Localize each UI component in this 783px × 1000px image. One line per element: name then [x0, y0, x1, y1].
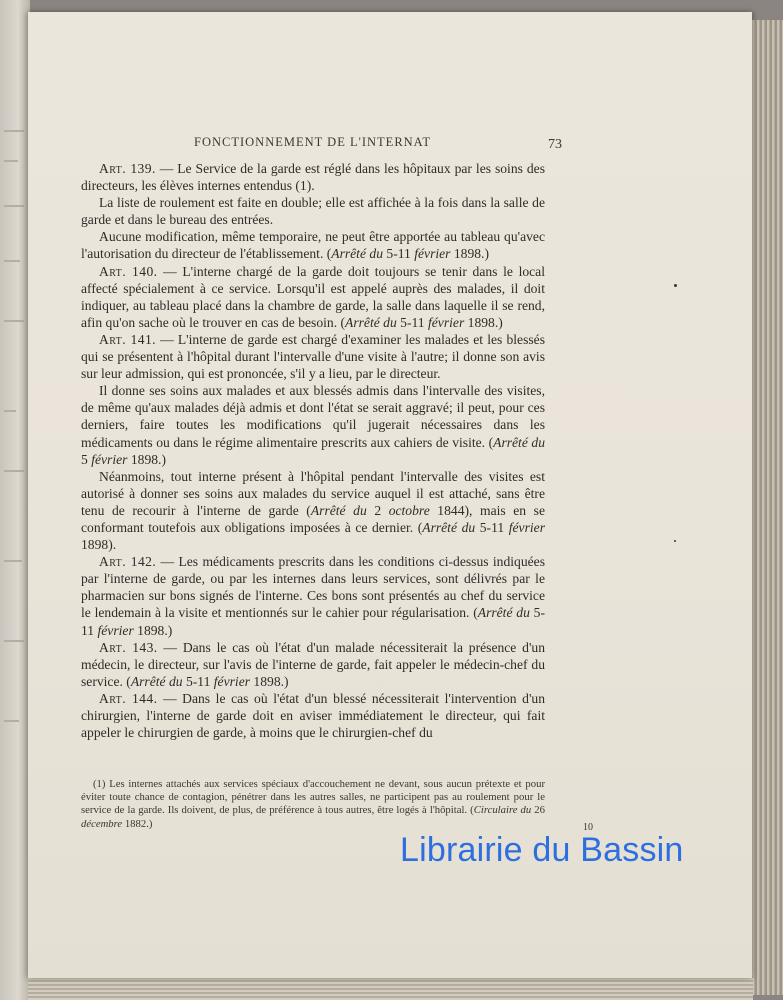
italic-run: Arrêté du: [477, 605, 530, 621]
text-run: 1898.): [450, 246, 489, 262]
italic-run: février: [97, 622, 134, 638]
paragraph: [81, 382, 545, 467]
running-head: [80, 135, 562, 153]
facing-page-edge: [0, 0, 30, 1000]
signature-mark: 10: [583, 822, 593, 833]
text-run: — L'interne de garde est chargé d'examiner les malades et les blessés qui se présentent à l'hôpital durant l'intervalle d'une visite à l'autre; il donne son avis sur leur admission, qui est prononcée, s'il y a lieu, par le directeur.: [81, 331, 545, 382]
article-label: Art. 144.: [99, 690, 158, 706]
italic-run: octobre: [388, 502, 430, 518]
text-run: 5-11: [383, 246, 415, 262]
article-label: Art. 139.: [99, 161, 156, 176]
paragraph: [81, 468, 545, 553]
italic-run: Arrêté du: [310, 502, 367, 518]
italic-run: Circulaire du: [473, 804, 532, 817]
watermark-text: Librairie du Bassin: [400, 831, 684, 869]
text-run: (1) Les internes attachés aux services spéciaux d'accouchement ne devant, sous aucun prétexte et pour éviter toute chance de contagion, pénétrer dans les autres salles, ne participent pas au roulement pour le service de la garde. Ils doivent, de plus, de préférence à tous autres, être logés à l'hôpital. (: [81, 778, 545, 817]
text-run: La liste de roulement est faite en double; elle est affichée à la fois dans la salle de garde et dans le bureau des entrées.: [81, 195, 545, 228]
text-run: 1898.): [464, 314, 503, 330]
italic-run: Arrêté du: [331, 246, 383, 262]
italic-run: Arrêté du: [422, 519, 476, 535]
italic-run: décembre: [81, 817, 123, 830]
text-run: 1844), mais en se conformant toutefois aux obligations imposées à ce dernier. (: [81, 502, 545, 535]
text-run: 5-11: [396, 314, 428, 330]
article-label: Art. 141.: [99, 331, 156, 347]
page-number: 73: [548, 137, 562, 152]
ink-speck: [674, 284, 677, 287]
italic-run: février: [213, 673, 251, 689]
text-run: — Dans le cas où l'état d'un malade nécessiterait la présence d'un médecin, le directeur, sur l'avis de l'interne de garde, fait appeler le médecin-chef du service. (: [81, 639, 545, 689]
text-run: 5: [81, 451, 92, 467]
italic-run: février: [91, 451, 128, 467]
italic-run: Arrêté du: [345, 314, 397, 330]
text-run: 1882.): [122, 817, 153, 830]
text-run: 5-11: [475, 519, 509, 535]
italic-run: Arrêté du: [493, 434, 545, 450]
article-label: Art. 140.: [99, 263, 158, 279]
footnote-text: [81, 778, 545, 831]
footnote: [81, 778, 545, 831]
ink-speck: [674, 540, 676, 542]
italic-run: février: [428, 314, 465, 330]
text-run: 1898.): [133, 622, 173, 638]
article-paragraph: [81, 331, 545, 382]
text-run: — Les médicaments prescrits dans les conditions ci-dessus indiquées par l'interne de garde, ou par les internes dans leurs services, sont délivrés par le pharmacien sur bons signés de l'interne. Ces bons sont présentés au chef du service le lendemain à la visite et mentionnés sur le cahier pour régularisation. (: [81, 554, 545, 621]
text-run: 1898.): [250, 673, 289, 689]
body-text: [81, 160, 545, 741]
text-run: 2: [366, 502, 389, 518]
italic-run: février: [414, 246, 451, 262]
paragraph: [81, 228, 545, 262]
running-title: FONCTIONNEMENT DE L'INTERNAT: [194, 135, 431, 149]
text-run: Aucune modification, même temporaire, ne peut être apportée au tableau qu'avec l'autorisation du directeur de l'établissement. (: [81, 229, 545, 262]
text-run: — Dans le cas où l'état d'un blessé nécessiterait l'intervention d'un chirurgien, l'interne de garde doit en aviser immédiatement le directeur, qui fait appeler le chirurgien de garde, à moins que le chirurgien-chef du: [81, 690, 545, 741]
text-run: 1898).: [81, 537, 117, 553]
paragraph: [81, 194, 545, 228]
text-run: 26: [531, 804, 545, 817]
italic-run: Arrêté du: [130, 673, 183, 689]
text-run: Il donne ses soins aux malades et aux blessés admis dans l'intervalle des visites, de même qu'aux malades déjà admis et dont l'état se serait aggravé; il peut, pour ces derniers, faire toutes les modifications qu'il jugerait nécessaires dans les médicaments ou dans le régime alimentaire prescrits aux cahiers de visite. (: [81, 383, 545, 450]
article-paragraph: [81, 263, 545, 331]
page-stack-bottom: [28, 976, 753, 1000]
text-run: Néanmoins, tout interne présent à l'hôpital pendant l'intervalle des visites est autorisé à donner ses soins aux malades du service auquel il est attaché, sans être tenu de recourir à l'interne de garde (: [81, 468, 545, 518]
text-run: — Le Service de la garde est réglé dans les hôpitaux par les soins des directeurs, les élèves internes entendus (1).: [81, 161, 545, 194]
italic-run: février: [508, 519, 545, 535]
article-paragraph: [81, 553, 545, 638]
article-label: Art. 143.: [99, 639, 158, 655]
text-run: 5-11: [182, 673, 214, 689]
article-paragraph: [81, 690, 545, 741]
text-run: 5-11: [81, 605, 545, 638]
article-label: Art. 142.: [99, 554, 157, 570]
text-run: 1898.): [127, 451, 166, 467]
article-paragraph: [81, 639, 545, 690]
text-run: — L'interne chargé de la garde doit toujours se tenir dans le local affecté spécialement à ce service. Lorsqu'il est appelé auprès des malades, il doit indiquer, au tableau placé dans la chambre de garde, la salle dans laquelle il se rend, afin qu'on sache où le trouver en cas de besoin. (: [81, 263, 545, 330]
article-paragraph: [81, 160, 545, 194]
